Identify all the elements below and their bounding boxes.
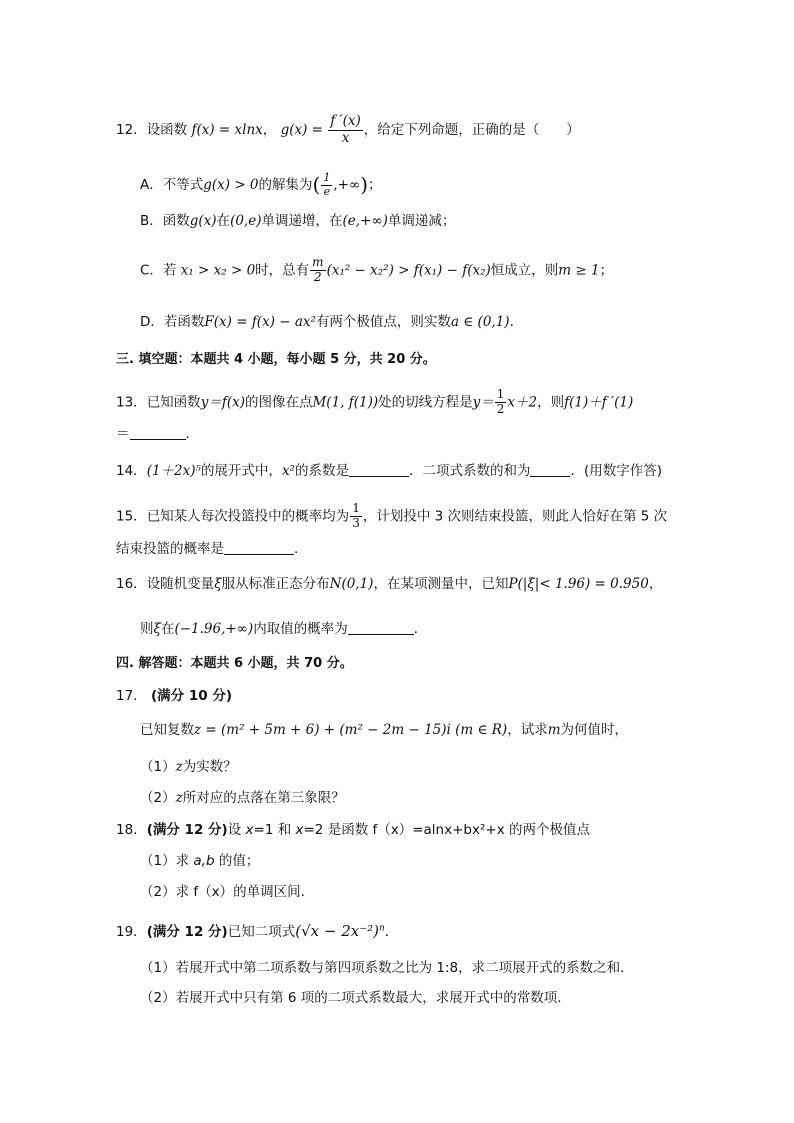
q12-a-fraction: $\frac{1}{e}$ bbox=[323, 171, 331, 198]
q17-sub1: （1）z为实数？ bbox=[140, 759, 237, 775]
q18-stem: 18．(满分 12 分)设 x=1 和 x=2 是函数 f（x）=alnx+bx²+x 的两个极值点 bbox=[116, 822, 590, 838]
q15-answer-blank[interactable] bbox=[224, 541, 294, 555]
q12-c-fraction: $\frac{m}{2}$ bbox=[312, 255, 324, 284]
q16-line2: 则ξ在(−1.96,+∞)内取值的概率为 ． bbox=[140, 621, 428, 637]
q12-f-definition: f(x) = xlnx bbox=[191, 122, 263, 139]
q12-g-lhs: g(x) = bbox=[280, 122, 323, 139]
q15-fraction: $\frac{1}{3}$ bbox=[352, 501, 360, 530]
q12-a-condition: g(x) > 0 bbox=[203, 177, 259, 194]
q17-stem: 已知复数z = (m² + 5m + 6) + (m² − 2m − 15)i (m ∈ R)，试求m为何值时， bbox=[140, 722, 629, 738]
q12-option-b: B．函数g(x)在(0,e)单调递增，在(e,+∞)单调递减； bbox=[140, 213, 456, 229]
q13-line1: 13．已知函数y＝f(x)的图像在点M(1, f(1))处的切线方程是y＝ $\frac{1}{2}$ x＋2，则f(1)＋f ′(1) bbox=[116, 387, 634, 416]
q12-stem: 12．设函数 f(x) = xlnx， g(x) = $\frac{f '(x)}{x}$ ，给定下列命题，正确的是（ ） bbox=[116, 113, 580, 146]
q14-line: 14．(1＋2x)⁵的展开式中，x²的系数是 ．二项式系数的和为 ．(用数字作答) bbox=[116, 463, 663, 479]
q19-score: (满分 12 分) bbox=[146, 924, 228, 940]
q17-sub2: （2）z所对应的点落在第三象限？ bbox=[140, 790, 345, 806]
q16-line1: 16．设随机变量ξ服从标准正态分布N(0,1)，在某项测量中，已知P(|ξ|< 1.96) = 0.950， bbox=[116, 576, 663, 592]
q12-g-fraction: $\frac{f '(x)}{x}$ bbox=[330, 113, 361, 146]
section-three-heading: 三. 填空题：本题共 4 小题，每小题 5 分，共 20 分。 bbox=[116, 352, 436, 367]
q17-score: (满分 10 分) bbox=[150, 688, 233, 704]
q12-option-d: D．若函数F(x) = f(x) − ax²有两个极值点，则实数a ∈ (0,1). bbox=[140, 314, 514, 330]
q19-sub2: （2）若展开式中只有第 6 项的二项式系数最大，求展开式中的常数项． bbox=[140, 990, 571, 1006]
q12-stem-tail: ，给定下列命题，正确的是（ ） bbox=[363, 122, 580, 139]
q13-answer-blank[interactable] bbox=[130, 426, 186, 440]
q18-sub1: （1）求 a,b 的值； bbox=[140, 853, 260, 869]
q12-number: 12． bbox=[116, 122, 147, 139]
q14-coefficient-blank[interactable] bbox=[349, 463, 409, 477]
q16-answer-blank[interactable] bbox=[348, 621, 414, 635]
q18-sub2: （2）求 f（x）的单调区间. bbox=[140, 884, 305, 900]
section-four-heading: 四. 解答题：本题共 6 小题，共 70 分。 bbox=[116, 656, 353, 671]
q15-line1: 15．已知某人每次投篮投中的概率均为 $\frac{1}{3}$ ，计划投中 3 次则结束投篮，则此人恰好在第 5 次 bbox=[116, 501, 668, 530]
q13-line2: ＝ . bbox=[116, 426, 190, 442]
q13-fraction: $\frac{1}{2}$ bbox=[496, 387, 505, 416]
q18-score: (满分 12 分) bbox=[146, 822, 228, 838]
q12-lead: 设函数 bbox=[146, 122, 188, 139]
q14-sum-blank[interactable] bbox=[530, 463, 570, 477]
q17-header: 17． (满分 10 分) bbox=[116, 688, 233, 704]
q19-sub1: （1）若展开式中第二项系数与第四项系数之比为 1:8，求二项展开式的系数之和． bbox=[140, 960, 634, 976]
q12-option-c: C．若 x₁ > x₂ > 0时，总有 $\frac{m}{2}$ (x₁² − x₂²) > f(x₁) − f(x₂)恒成立，则m ≥ 1； bbox=[140, 255, 614, 284]
q15-line2: 结束投篮的概率是 . bbox=[116, 541, 299, 557]
q19-stem: 19．(满分 12 分)已知二项式$(√x - 2x^{-2})^n$． bbox=[116, 922, 399, 940]
q12-option-a: A．不等式g(x) > 0的解集为( $\frac{1}{e}$ ,+∞)； bbox=[140, 171, 382, 198]
